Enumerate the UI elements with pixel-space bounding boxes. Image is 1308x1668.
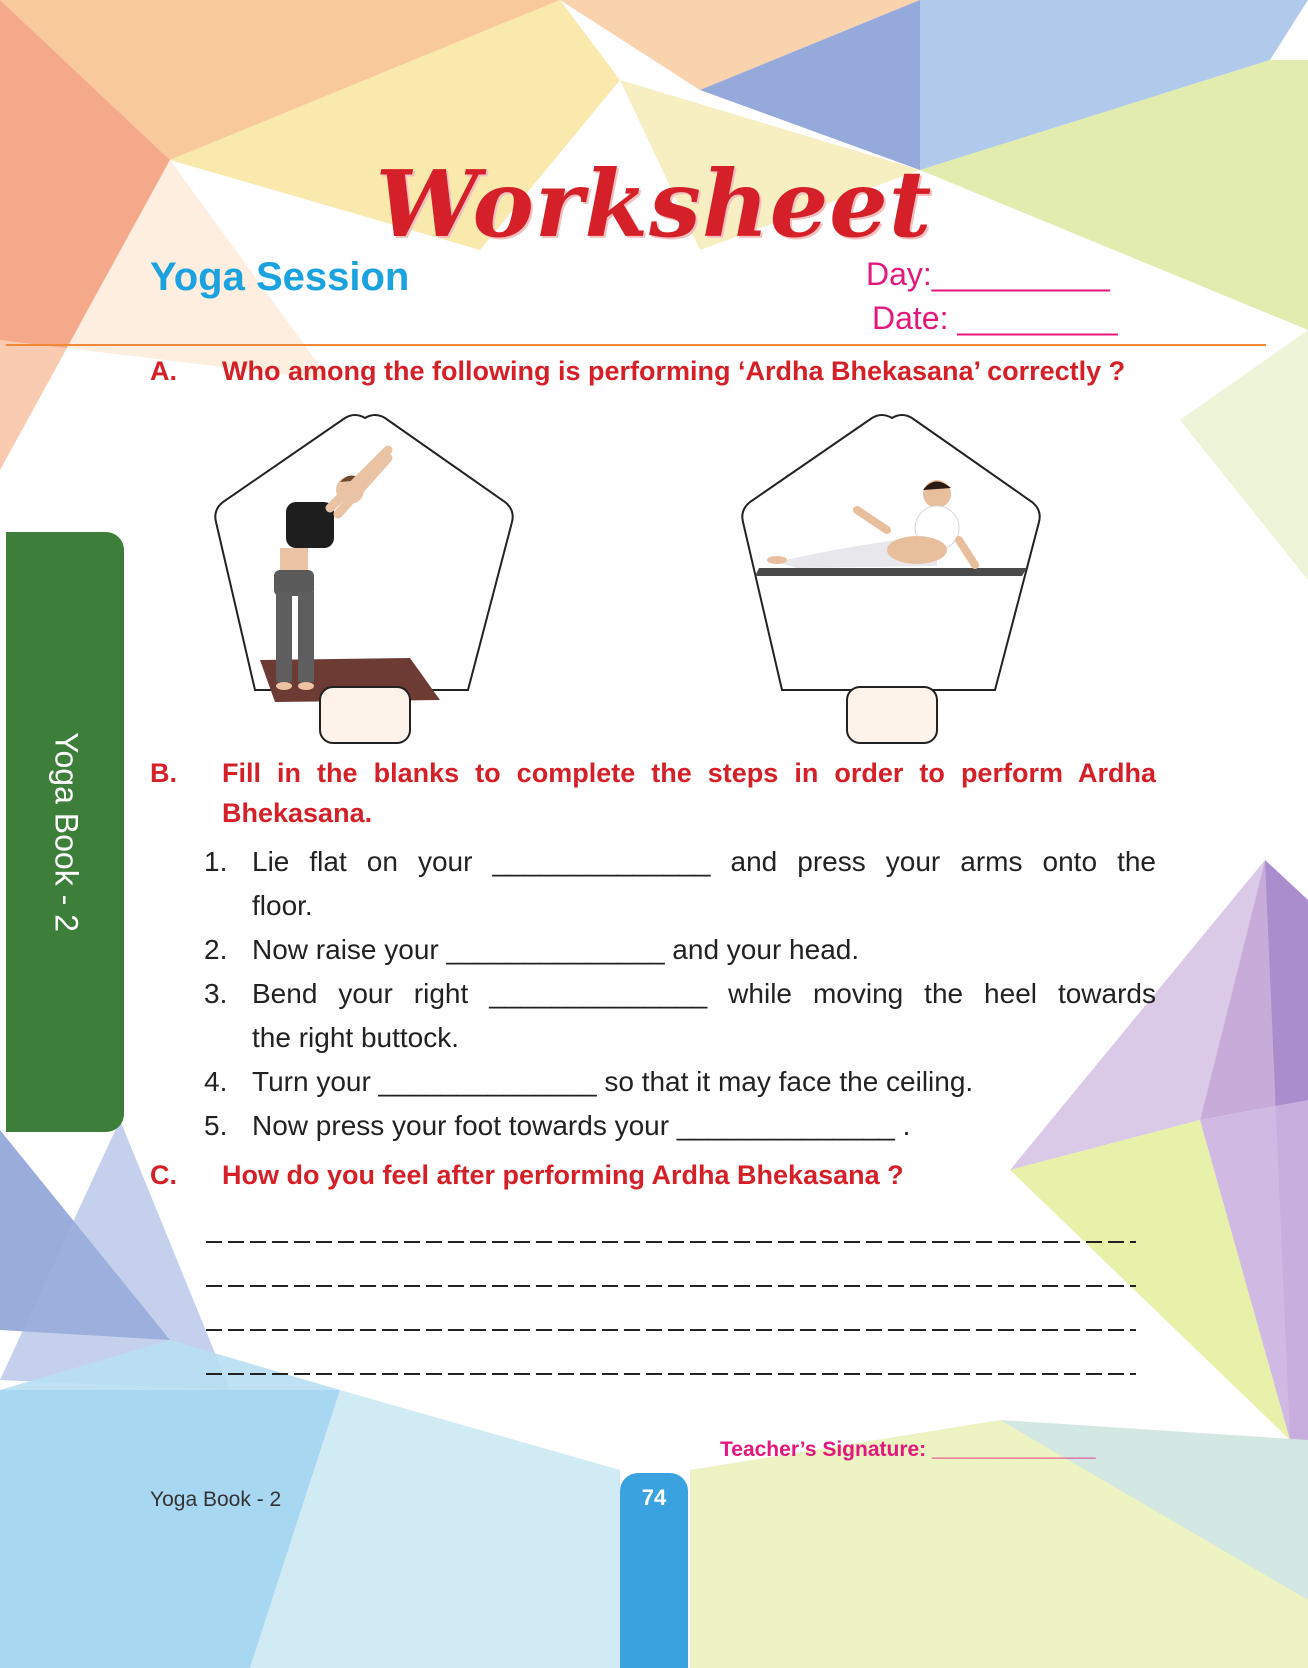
worksheet-title: Worksheet [375,150,933,258]
step-text: Lie flat on your ______________ and press your arms onto the [252,846,1156,877]
step-text: Now press your foot towards your ______________ . [252,1110,911,1141]
page-number: 74 [641,1485,667,1510]
step-item [204,1104,1156,1148]
day-field[interactable]: Day:__________ [866,256,1110,292]
answer-line[interactable] [206,1293,1136,1337]
answer-line[interactable] [206,1337,1136,1381]
teacher-signature[interactable]: Teacher’s Signature: ______________ [720,1438,1096,1461]
pose-image-left [210,410,520,710]
step-text-continued: the right buttock. [252,1022,460,1053]
side-tab-label: Yoga Book - 2 [48,732,85,932]
step-item [204,928,1156,972]
answer-box-left[interactable] [319,686,411,744]
answer-lines[interactable] [206,1205,1136,1381]
question-a-text: Who among the following is performing ‘Ardha Bhekasana’ correctly ? [222,356,1126,386]
question-b-text-line1: Fill in the blanks to complete the steps in order to perform Ardha [222,758,1156,788]
step-text: Now raise your ______________ and your head. [252,934,860,965]
question-b-text-line2: Bhekasana. [222,798,373,828]
question-b-letter: B. [150,758,177,788]
step-number: 2. [204,934,228,965]
step-text-continued: floor. [252,890,313,921]
answer-line[interactable] [206,1205,1136,1249]
step-number: 4. [204,1066,228,1097]
step-item [204,840,1156,928]
question-c-text: How do you feel after performing Ardha Bhekasana ? [222,1160,904,1190]
page-number-tab [620,1473,688,1668]
step-number: 1. [204,846,228,877]
steps-list [204,840,1156,1148]
question-c [0,1160,1308,1200]
step-number: 5. [204,1110,228,1141]
step-text: Turn your ______________ so that it may face the ceiling. [252,1066,974,1097]
step-text: Bend your right ______________ while moving the heel towards [252,978,1156,1009]
question-b [0,758,1308,838]
answer-box-right[interactable] [846,686,938,744]
step-number: 3. [204,978,228,1009]
step-item [204,972,1156,1060]
question-a-letter: A. [150,356,177,386]
answer-line[interactable] [206,1249,1136,1293]
date-field[interactable]: Date: _________ [872,300,1118,336]
step-item [204,1060,1156,1104]
footer-book-title: Yoga Book - 2 [150,1488,282,1511]
pose-image-right [737,410,1047,710]
question-a [0,356,1308,396]
session-heading: Yoga Session [150,255,410,299]
question-c-letter: C. [150,1160,177,1190]
